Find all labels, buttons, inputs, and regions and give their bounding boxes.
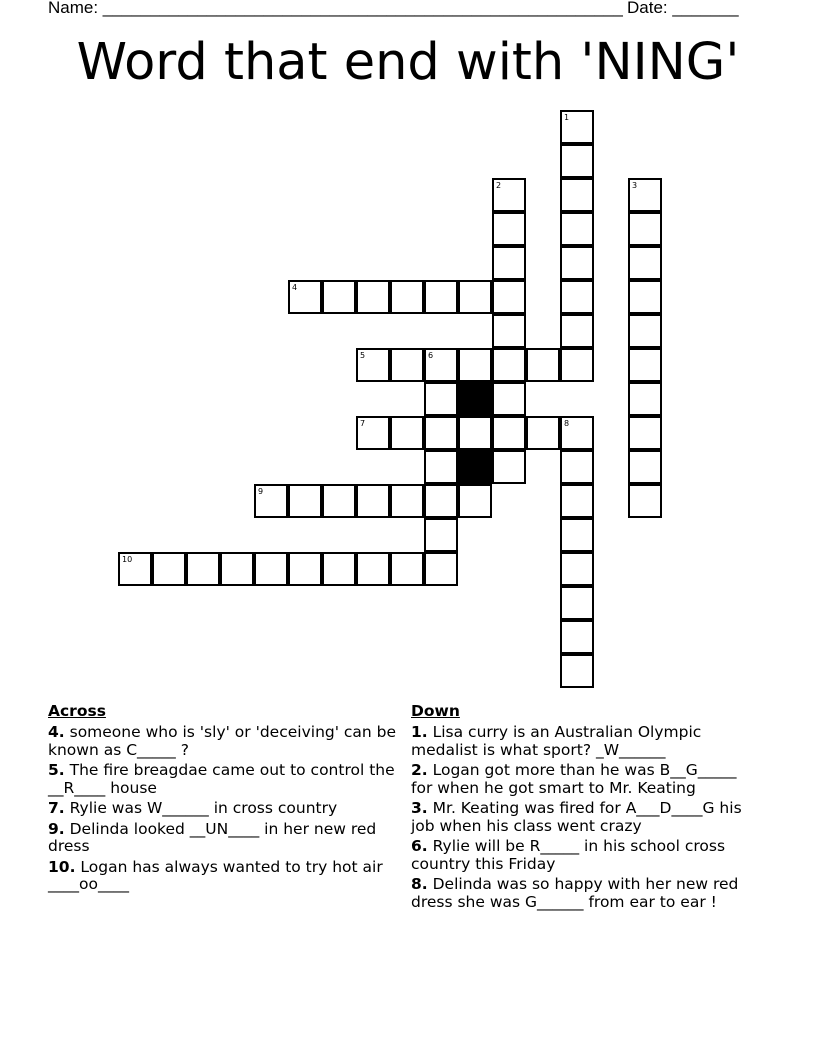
grid-cell[interactable]	[560, 484, 594, 518]
grid-cell[interactable]	[424, 382, 458, 416]
grid-cell[interactable]	[254, 552, 288, 586]
grid-cell[interactable]	[560, 246, 594, 280]
grid-cell[interactable]	[492, 246, 526, 280]
grid-cell[interactable]	[390, 416, 424, 450]
grid-cell[interactable]	[288, 280, 322, 314]
grid-cell[interactable]	[492, 348, 526, 382]
clue-num: 9.	[48, 819, 65, 838]
grid-cell[interactable]	[628, 382, 662, 416]
grid-cell[interactable]	[560, 620, 594, 654]
grid-cell[interactable]	[560, 110, 594, 144]
grid-cell[interactable]	[628, 314, 662, 348]
clue-text: Lisa curry is an Australian Olympic medalist is what sport? _W______	[411, 723, 702, 759]
grid-cell[interactable]	[390, 552, 424, 586]
grid-cell[interactable]	[254, 484, 288, 518]
clue-num: 5.	[48, 761, 65, 779]
grid-cell[interactable]	[492, 280, 526, 314]
clue-number: 7	[360, 419, 366, 428]
across-heading: Across	[48, 702, 106, 720]
grid-cell[interactable]	[322, 280, 356, 314]
grid-cell[interactable]	[628, 280, 662, 314]
grid-cell[interactable]	[560, 450, 594, 484]
clue-number: 6	[428, 351, 434, 360]
clue-text: Logan got more than he was B__G_____ for when he got smart to Mr. Keating	[411, 761, 737, 797]
grid-cell[interactable]	[458, 484, 492, 518]
grid-cell[interactable]	[322, 484, 356, 518]
down-clue	[411, 724, 761, 759]
clue-number: 4	[292, 283, 298, 292]
name-field: Name: _______________________________________________________	[48, 0, 623, 17]
grid-cell[interactable]	[356, 280, 390, 314]
grid-cell[interactable]	[186, 552, 220, 586]
grid-cell[interactable]	[152, 552, 186, 586]
grid-cell[interactable]	[424, 416, 458, 450]
grid-cell[interactable]	[458, 416, 492, 450]
grid-cell[interactable]	[628, 416, 662, 450]
clue-text: Mr. Keating was fired for A___D____G his job when his class went crazy	[411, 799, 742, 835]
down-clue	[411, 800, 761, 835]
clue-text: someone who is 'sly' or 'deceiving' can be known as C_____ ?	[48, 723, 397, 759]
grid-cell[interactable]	[526, 416, 560, 450]
clue-num: 8.	[411, 875, 428, 893]
clue-text: The fire breagdae came out to control the __R____ house	[48, 761, 395, 797]
across-clue	[48, 762, 398, 797]
across-clue	[48, 859, 398, 894]
grid-cell[interactable]	[560, 144, 594, 178]
grid-cell[interactable]	[424, 280, 458, 314]
across-clue	[48, 724, 398, 759]
grid-cell[interactable]	[560, 654, 594, 688]
grid-cell[interactable]	[220, 552, 254, 586]
grid-cell[interactable]	[628, 484, 662, 518]
grid-cell[interactable]	[492, 178, 526, 212]
grid-cell[interactable]	[628, 348, 662, 382]
clue-text: Rylie was W______ in cross country	[64, 799, 338, 817]
across-clue	[48, 821, 398, 856]
grid-cell[interactable]	[560, 552, 594, 586]
clue-number: 8	[564, 419, 570, 428]
grid-cell[interactable]	[492, 416, 526, 450]
grid-cell[interactable]	[424, 518, 458, 552]
clue-num: 6.	[411, 837, 428, 855]
down-clue	[411, 762, 761, 797]
black-square	[458, 450, 492, 484]
grid-cell[interactable]	[492, 450, 526, 484]
grid-cell[interactable]	[424, 552, 458, 586]
grid-cell[interactable]	[492, 314, 526, 348]
grid-cell[interactable]	[424, 348, 458, 382]
grid-cell[interactable]	[424, 484, 458, 518]
across-clues	[48, 702, 398, 897]
grid-cell[interactable]	[390, 280, 424, 314]
grid-cell[interactable]	[288, 552, 322, 586]
clue-text: Delinda was so happy with her new red dress she was G______ from ear to ear !	[411, 875, 739, 911]
grid-cell[interactable]	[322, 552, 356, 586]
clue-number: 10	[122, 555, 133, 564]
grid-cell[interactable]	[118, 552, 152, 586]
clue-num: 4.	[48, 723, 65, 741]
clue-number: 3	[632, 181, 638, 190]
grid-cell[interactable]	[356, 484, 390, 518]
clue-num: 1.	[411, 723, 428, 741]
grid-cell[interactable]	[458, 348, 492, 382]
grid-cell[interactable]	[560, 280, 594, 314]
grid-cell[interactable]	[390, 348, 424, 382]
grid-cell[interactable]	[526, 348, 560, 382]
clue-number: 9	[258, 487, 264, 496]
down-clue	[411, 838, 761, 873]
clue-text: Delinda looked __UN____ in her new red dress	[48, 819, 377, 855]
clue-number: 1	[564, 113, 570, 122]
down-clue	[411, 876, 761, 911]
grid-cell[interactable]	[560, 212, 594, 246]
grid-cell[interactable]	[560, 348, 594, 382]
clue-num: 10.	[48, 857, 76, 876]
clue-num: 3.	[411, 799, 428, 817]
grid-cell[interactable]	[492, 382, 526, 416]
grid-cell[interactable]	[356, 552, 390, 586]
grid-cell[interactable]	[560, 314, 594, 348]
grid-cell[interactable]	[560, 178, 594, 212]
grid-cell[interactable]	[356, 348, 390, 382]
grid-cell[interactable]	[560, 518, 594, 552]
grid-cell[interactable]	[288, 484, 322, 518]
down-heading: Down	[411, 702, 460, 720]
grid-cell[interactable]	[356, 416, 390, 450]
grid-cell[interactable]	[458, 280, 492, 314]
date-field: Date: _______	[627, 0, 739, 17]
clue-text: Logan has always wanted to try hot air ____oo____	[48, 857, 383, 893]
grid-cell[interactable]	[492, 212, 526, 246]
grid-cell[interactable]	[560, 416, 594, 450]
grid-cell[interactable]	[390, 484, 424, 518]
page-title: Word that end with 'NING'	[76, 33, 740, 92]
clue-number: 5	[360, 351, 366, 360]
grid-cell[interactable]	[628, 246, 662, 280]
grid-cell[interactable]	[424, 450, 458, 484]
down-clues	[411, 702, 761, 914]
grid-cell[interactable]	[628, 450, 662, 484]
clue-num: 2.	[411, 761, 428, 779]
clue-number: 2	[496, 181, 502, 190]
grid-cell[interactable]	[560, 586, 594, 620]
grid-cell[interactable]	[628, 212, 662, 246]
across-clue	[48, 800, 398, 818]
clue-num: 7.	[48, 799, 65, 817]
black-square	[458, 382, 492, 416]
grid-cell[interactable]	[628, 178, 662, 212]
clue-text: Rylie will be R_____ in his school cross country this Friday	[411, 837, 726, 873]
